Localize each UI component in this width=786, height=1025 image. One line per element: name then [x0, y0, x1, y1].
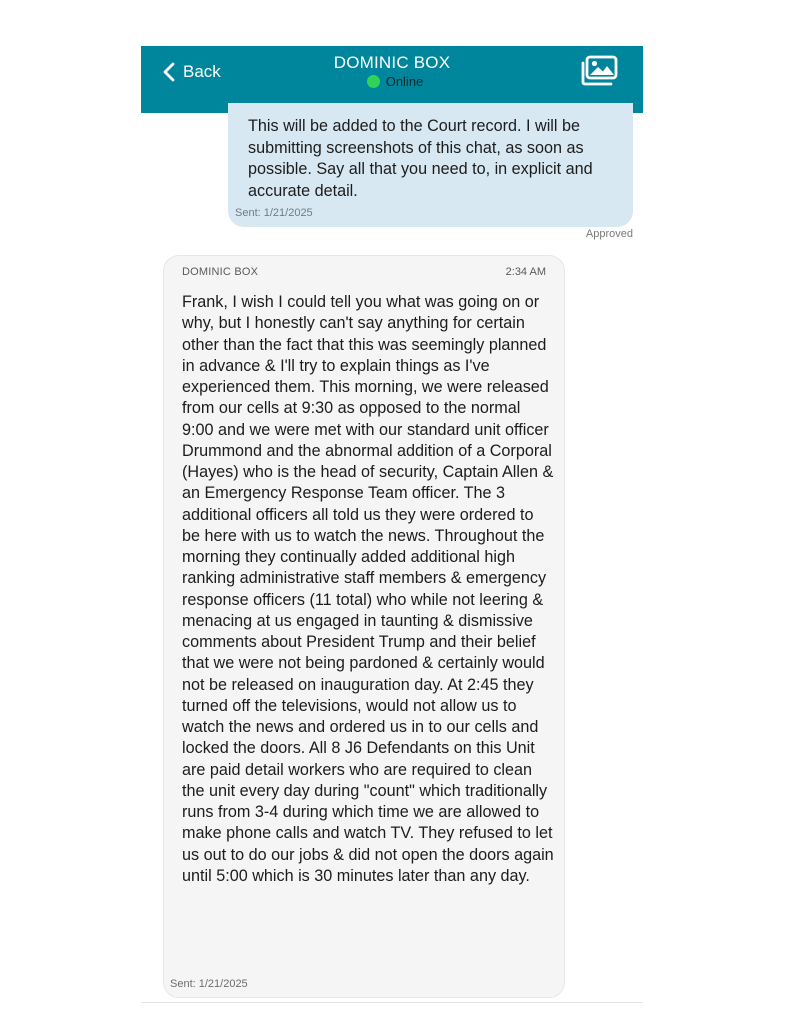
contact-name: DOMINIC BOX	[333, 53, 451, 72]
gallery-icon	[579, 74, 619, 91]
approval-status: Approved	[585, 228, 633, 240]
received-message-bubble[interactable]	[163, 255, 565, 998]
sent-message-text: This will be added to the Court record. I will be submitting screenshots of this chat, as soon as possible. Say all that you need to, in explicit and accurate detail.	[248, 117, 593, 200]
chat-screen	[141, 46, 643, 1004]
received-message-text: Frank, I wish I could tell you what was going on or why, but I honestly can't say anything for certain other than the fact that this was seemingly planned in advance & I'll try to explain things as I've experienced them. This morning, we were released from our cells at 9:30 as opposed to the normal 9:00 and we were met with our standard unit officer Drummond and the abnormal addition of a Corporal (Hayes) who is the head of security, Captain Allen & an Emergency Response Team officer. The 3 additional officers all told us they were ordered to be here with us to watch the news. Throughout the morning they continually added additional high ranking administrative staff members & emergency response officers (11 total) who while not leering & menacing at us engaged in taunting & dismissive comments about President Trump and their belief that we were not being pardoned & certainly would not be released on inauguration day. At 2:45 they turned off the televisions, would not allow us to watch the news and ordered us in to our cells and locked the doors. All 8 J6 Defendants on this Unit are paid detail workers who are required to clean the unit every day during "count" which traditionally runs from 3-4 during which time we are allowed to make phone calls and watch TV. They refused to let us out to do our jobs & did not open the doors again until 5:00 which is 30 minutes later than any day.	[182, 293, 554, 885]
divider	[141, 1002, 643, 1003]
online-dot-icon	[367, 75, 380, 88]
online-status	[141, 74, 643, 89]
received-timestamp: Sent: 1/21/2025	[170, 978, 248, 990]
gallery-button[interactable]	[579, 55, 619, 87]
message-time: 2:34 AM	[505, 266, 546, 278]
status-text: Online	[385, 74, 424, 89]
sent-timestamp: Sent: 1/21/2025	[235, 207, 313, 219]
back-label: Back	[183, 62, 221, 81]
message-sender: DOMINIC BOX	[182, 266, 259, 278]
sent-message-bubble[interactable]	[228, 103, 633, 227]
